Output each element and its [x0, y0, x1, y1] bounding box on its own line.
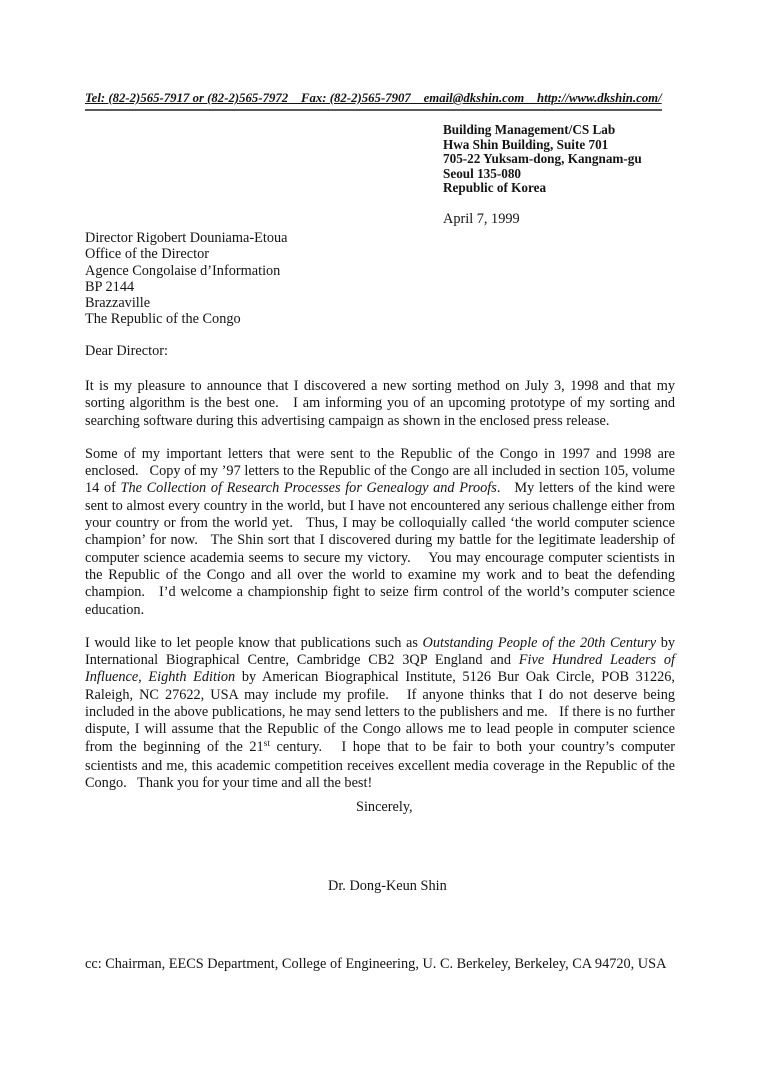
- recipient-address-line: The Republic of the Congo: [85, 311, 241, 328]
- sender-address-line: Hwa Shin Building, Suite 701: [443, 136, 609, 152]
- text-segment: It is my pleasure to announce that I discovered a new sorting method on July 3, 1998 and that my sorting algorithm is the best one. I am informing you of an upcoming prototype of my sorting and searching software during this advertising campaign as shown in the enclosed press release.: [85, 378, 675, 429]
- text-segment: century. I hope that to be fair to both your country’s computer scientists and me, this academic competition receives excellent media coverage in the Republic of the Congo. Thank you for your time and all the best!: [85, 738, 675, 792]
- cc-line: cc: Chairman, EECS Department, College of Engineering, U. C. Berkeley, Berkeley, CA 94720, USA: [85, 956, 667, 972]
- text-segment: . My letters of the kind were sent to almost every country in the world, but I have not encountered any serious challenge either from your country or from the world yet. Thus, I may be colloquially called ‘the world computer science champion’ for now. The Shin sort that I discovered during my battle for the legitimate leadership of computer science academia seems to secure my victory. You may encourage computer scientists in the Republic of the Congo and all over the world to examine my work and to beat the defending champion. I’d welcome a championship fight to seize firm control of the world’s computer science education.: [85, 480, 676, 618]
- sender-address-line: Seoul 135-080: [443, 165, 522, 181]
- recipient-address-line: Agence Congolaise d’Information: [85, 262, 281, 279]
- date: April 7, 1999: [443, 211, 520, 227]
- text-segment: Some of my important letters that were sent to the Republic of the Congo in 1997 and 1998 are enclosed. Copy of my ’97 letters to the Republic of the Congo are all included in section 105, volume 14 of: [85, 445, 675, 497]
- publication-title: Outstanding People of the 20th Century: [422, 634, 657, 651]
- sender-address-line: Republic of Korea: [443, 180, 547, 196]
- letter-body: [85, 378, 675, 809]
- recipient-address-line: BP 2144: [85, 278, 135, 295]
- sender-address-line: 705-22 Yuksam-dong, Kangnam-gu: [443, 151, 642, 167]
- recipient-address-line: Brazzaville: [85, 295, 151, 312]
- letterhead-contact-line: [85, 91, 662, 111]
- text-segment: I would like to let people know that publications such as: [85, 634, 423, 651]
- publication-title: Five Hundred Leaders of Influence, Eighth Edition: [85, 652, 675, 686]
- sender-address: [443, 123, 642, 196]
- text-segment: by International Biographical Centre, Cambridge CB2 3QP England and: [85, 634, 675, 669]
- body-paragraph: [85, 635, 675, 793]
- ordinal-superscript: st: [263, 739, 270, 750]
- recipient-address-line: Office of the Director: [85, 246, 209, 263]
- salutation: Dear Director:: [85, 343, 168, 359]
- recipient-address-line: Director Rigobert Douniama-Etoua: [85, 230, 288, 246]
- closing: Sincerely,: [356, 799, 413, 815]
- text-segment: by American Biographical Institute, 5126 Bur Oak Circle, POB 31226, Raleigh, NC 27622, USA may include my profile. If anyone thinks that I do not deserve being included in the above publications, he may send letters to the publishers and me. If there is no further dispute, I will assume that the Republic of the Congo allows me to lead people in computer science from the beginning of the 21: [85, 669, 675, 755]
- sender-address-line: Building Management/CS Lab: [443, 122, 616, 137]
- letterhead-contact-text: Tel: (82-2)565-7917 or (82-2)565-7972 Fax: (82-2)565-7907 email@dkshin.com http://www.dkshin.com/: [85, 91, 662, 105]
- signature-name: Dr. Dong-Keun Shin: [328, 878, 447, 894]
- recipient-address: [85, 230, 287, 328]
- publication-title: The Collection of Research Processes for Genealogy and Proofs: [120, 480, 497, 497]
- body-paragraph: [85, 446, 675, 619]
- body-paragraph: [85, 378, 675, 430]
